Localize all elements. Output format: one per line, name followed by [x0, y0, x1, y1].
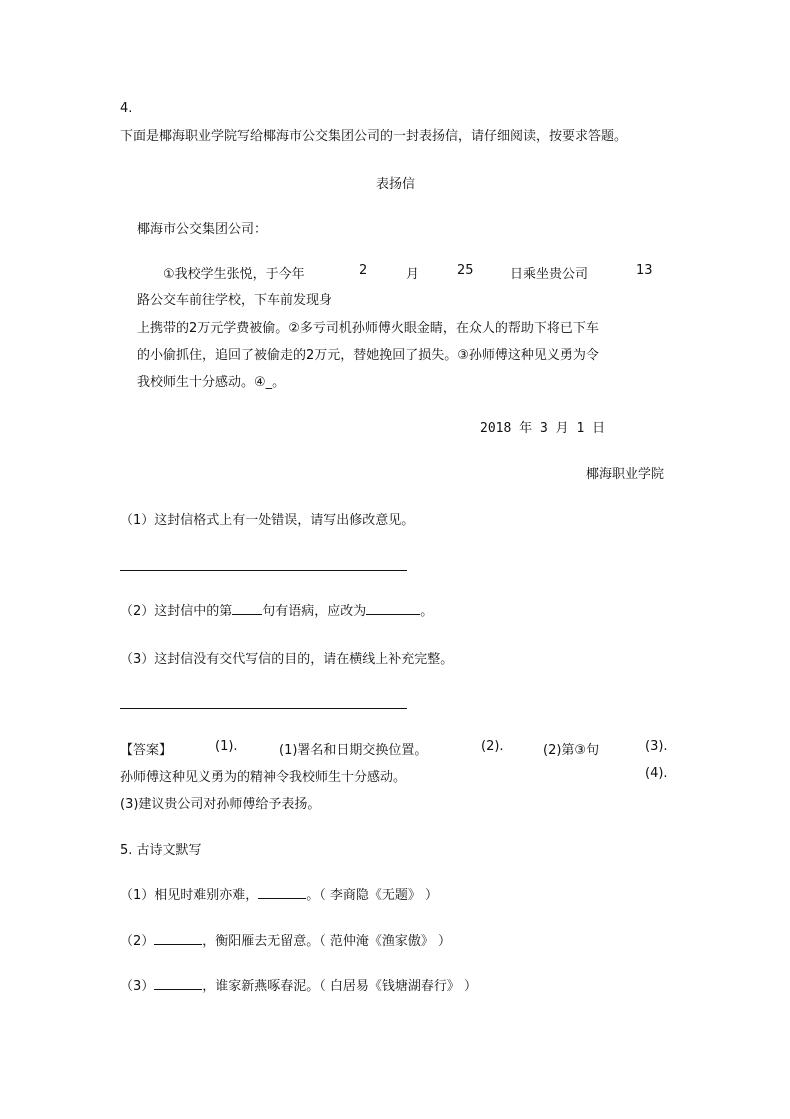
letter-body-line-5	[137, 371, 285, 390]
poem-text: （2）	[120, 934, 155, 949]
subquestion-text: 。	[420, 604, 434, 619]
answer-blank	[232, 602, 262, 615]
letter-date: 2018 年 3 月 1 日	[480, 421, 606, 436]
answer-part-text: 孙师傅这种见义勇为的精神令我校师生十分感动。	[120, 770, 407, 785]
letter-body-line-3: 上携带的2万元学费被偷。②多亏司机孙师傅火眼金睛，在众人的帮助下将已下车	[137, 321, 599, 336]
subquestion-2	[120, 600, 433, 619]
answer-part-text: (2)第③句	[543, 743, 600, 758]
answer-blank	[258, 886, 306, 899]
answer-line	[120, 570, 407, 571]
poem-text: 。（ 李商隐《无题》 ）	[306, 888, 439, 903]
question-intro: 下面是椰海职业学院写给椰海市公交集团公司的一封表扬信，请仔细阅读，按要求答题。	[120, 129, 628, 144]
poem-text: （3）	[120, 979, 155, 994]
letter-salutation: 椰海市公交集团公司：	[137, 222, 268, 237]
poem-text: （1）相见时难别亦难，	[120, 888, 259, 903]
answer-part-number: (3).	[645, 739, 668, 754]
letter-body-line-4: 的小偷抓住，追回了被偷走的2万元，替她挽回了损失。③孙师傅这种见义勇为令	[137, 348, 599, 363]
question-number: 4.	[120, 101, 133, 116]
letter-month-label: 月	[406, 267, 420, 282]
subquestion-3: （3）这封信没有交代写信的目的，请在横线上补充完整。	[120, 652, 454, 667]
answer-part-number: (4).	[645, 766, 668, 781]
poem-text: ，衡阳雁去无留意。（ 范仲淹《渔家傲》 ）	[202, 934, 452, 949]
poem-item-3	[120, 975, 477, 994]
letter-title: 表扬信	[376, 177, 416, 192]
answer-blank	[154, 932, 202, 945]
letter-day-number: 25	[457, 263, 474, 278]
answer-part-number: (1).	[215, 739, 238, 754]
letter-blank: _	[265, 375, 273, 390]
letter-body-line-2: 路公交车前往学校，下车前发现身	[137, 293, 333, 308]
subquestion-1: （1）这封信格式上有一处错误，请写出修改意见。	[120, 513, 415, 528]
letter-signature: 椰海职业学院	[586, 467, 665, 482]
letter-body-text: ①我校学生张悦，于今年	[163, 267, 305, 282]
subquestion-text: 句有语病，应改为	[262, 604, 367, 619]
answer-blank	[154, 977, 202, 990]
letter-body-text: 。	[272, 375, 286, 390]
letter-month-number: 2	[359, 263, 368, 278]
poem-item-1	[120, 884, 438, 903]
answer-part-number: (2).	[481, 739, 504, 754]
question-5-title: 5. 古诗文默写	[120, 843, 202, 858]
answer-line	[120, 708, 407, 709]
letter-body-text: 我校师生十分感动。④	[137, 375, 266, 390]
poem-item-2	[120, 930, 451, 949]
answer-part-text: (1)署名和日期交换位置。	[279, 743, 428, 758]
letter-route-number: 13	[636, 263, 653, 278]
answer-blank	[366, 602, 420, 615]
poem-text: ，谁家新燕啄春泥。（ 白居易《钱塘湖春行》 ）	[202, 979, 478, 994]
answer-row-3: (3)建议贵公司对孙师傅给予表扬。	[120, 797, 321, 812]
subquestion-text: （2）这封信中的第	[120, 604, 233, 619]
letter-body-text: 日乘坐贵公司	[510, 267, 589, 282]
answer-label: 【答案】	[120, 743, 173, 758]
